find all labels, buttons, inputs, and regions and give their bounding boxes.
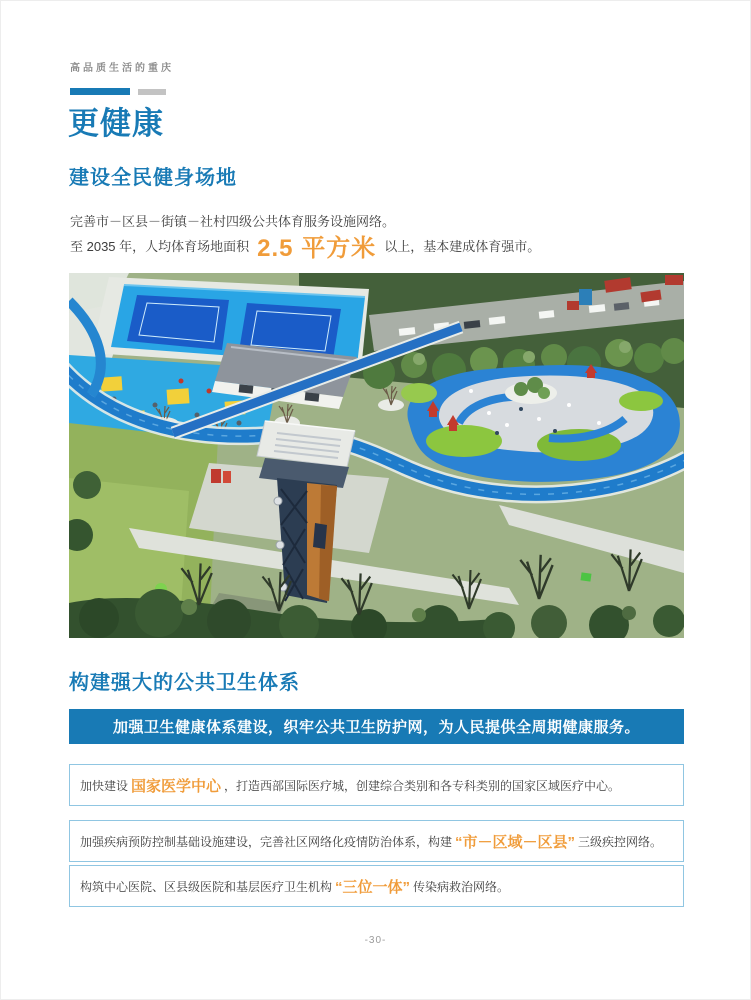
section-heading-fitness: 建设全民健身场地 (69, 167, 237, 189)
page-title: 更健康 (68, 106, 164, 141)
page-number: -30- (364, 935, 387, 946)
info-box-suffix: ，打造西部国际医疗城，创建综合类别和各专科类别的国家区域医疗中心。 (224, 778, 621, 793)
info-box-disease-control (69, 820, 684, 862)
info-box-suffix: 三级疾控网络。 (578, 834, 663, 849)
info-box-prefix: 加强疾病预防控制基础设施建设，完善社区网络化疫情防治体系，构建 (80, 834, 453, 849)
info-box-medical-center (69, 764, 684, 806)
park-photo-illustration (69, 273, 684, 638)
info-box-prefix: 加快建设 (80, 778, 129, 793)
eyebrow-label: 高品质生活的重庆 (70, 63, 174, 74)
info-box-treatment-network (69, 865, 684, 907)
accent-bar-blue (70, 88, 130, 95)
section-heading-health: 构建强大的公共卫生体系 (69, 672, 300, 694)
info-box-highlight: 国家医学中心 (131, 777, 222, 795)
health-banner: 加强卫生健康体系建设，织牢公共卫生防护网，为人民提供全周期健康服务。 (69, 709, 684, 744)
accent-bars (70, 88, 166, 95)
park-photo (69, 273, 684, 638)
metric-highlight: 2.5 平方米 (257, 234, 377, 262)
fitness-network-line: 完善市－区县－街镇－社村四级公共体育服务设施网络。 (70, 214, 396, 229)
info-box-highlight: “市－区域－区县” (455, 833, 576, 851)
info-box-prefix: 构筑中心医院、区县级医院和基层医疗卫生机构 (80, 879, 333, 894)
fitness-target-suffix: 以上，基本建成体育强市。 (384, 238, 541, 254)
info-box-highlight: “三位一体” (335, 878, 411, 896)
accent-bar-gray (138, 89, 166, 95)
fitness-target-prefix: 至 2035 年，人均体育场地面积 (70, 238, 250, 254)
fitness-target-line (70, 229, 540, 261)
info-box-suffix: 传染病救治网络。 (413, 879, 510, 894)
